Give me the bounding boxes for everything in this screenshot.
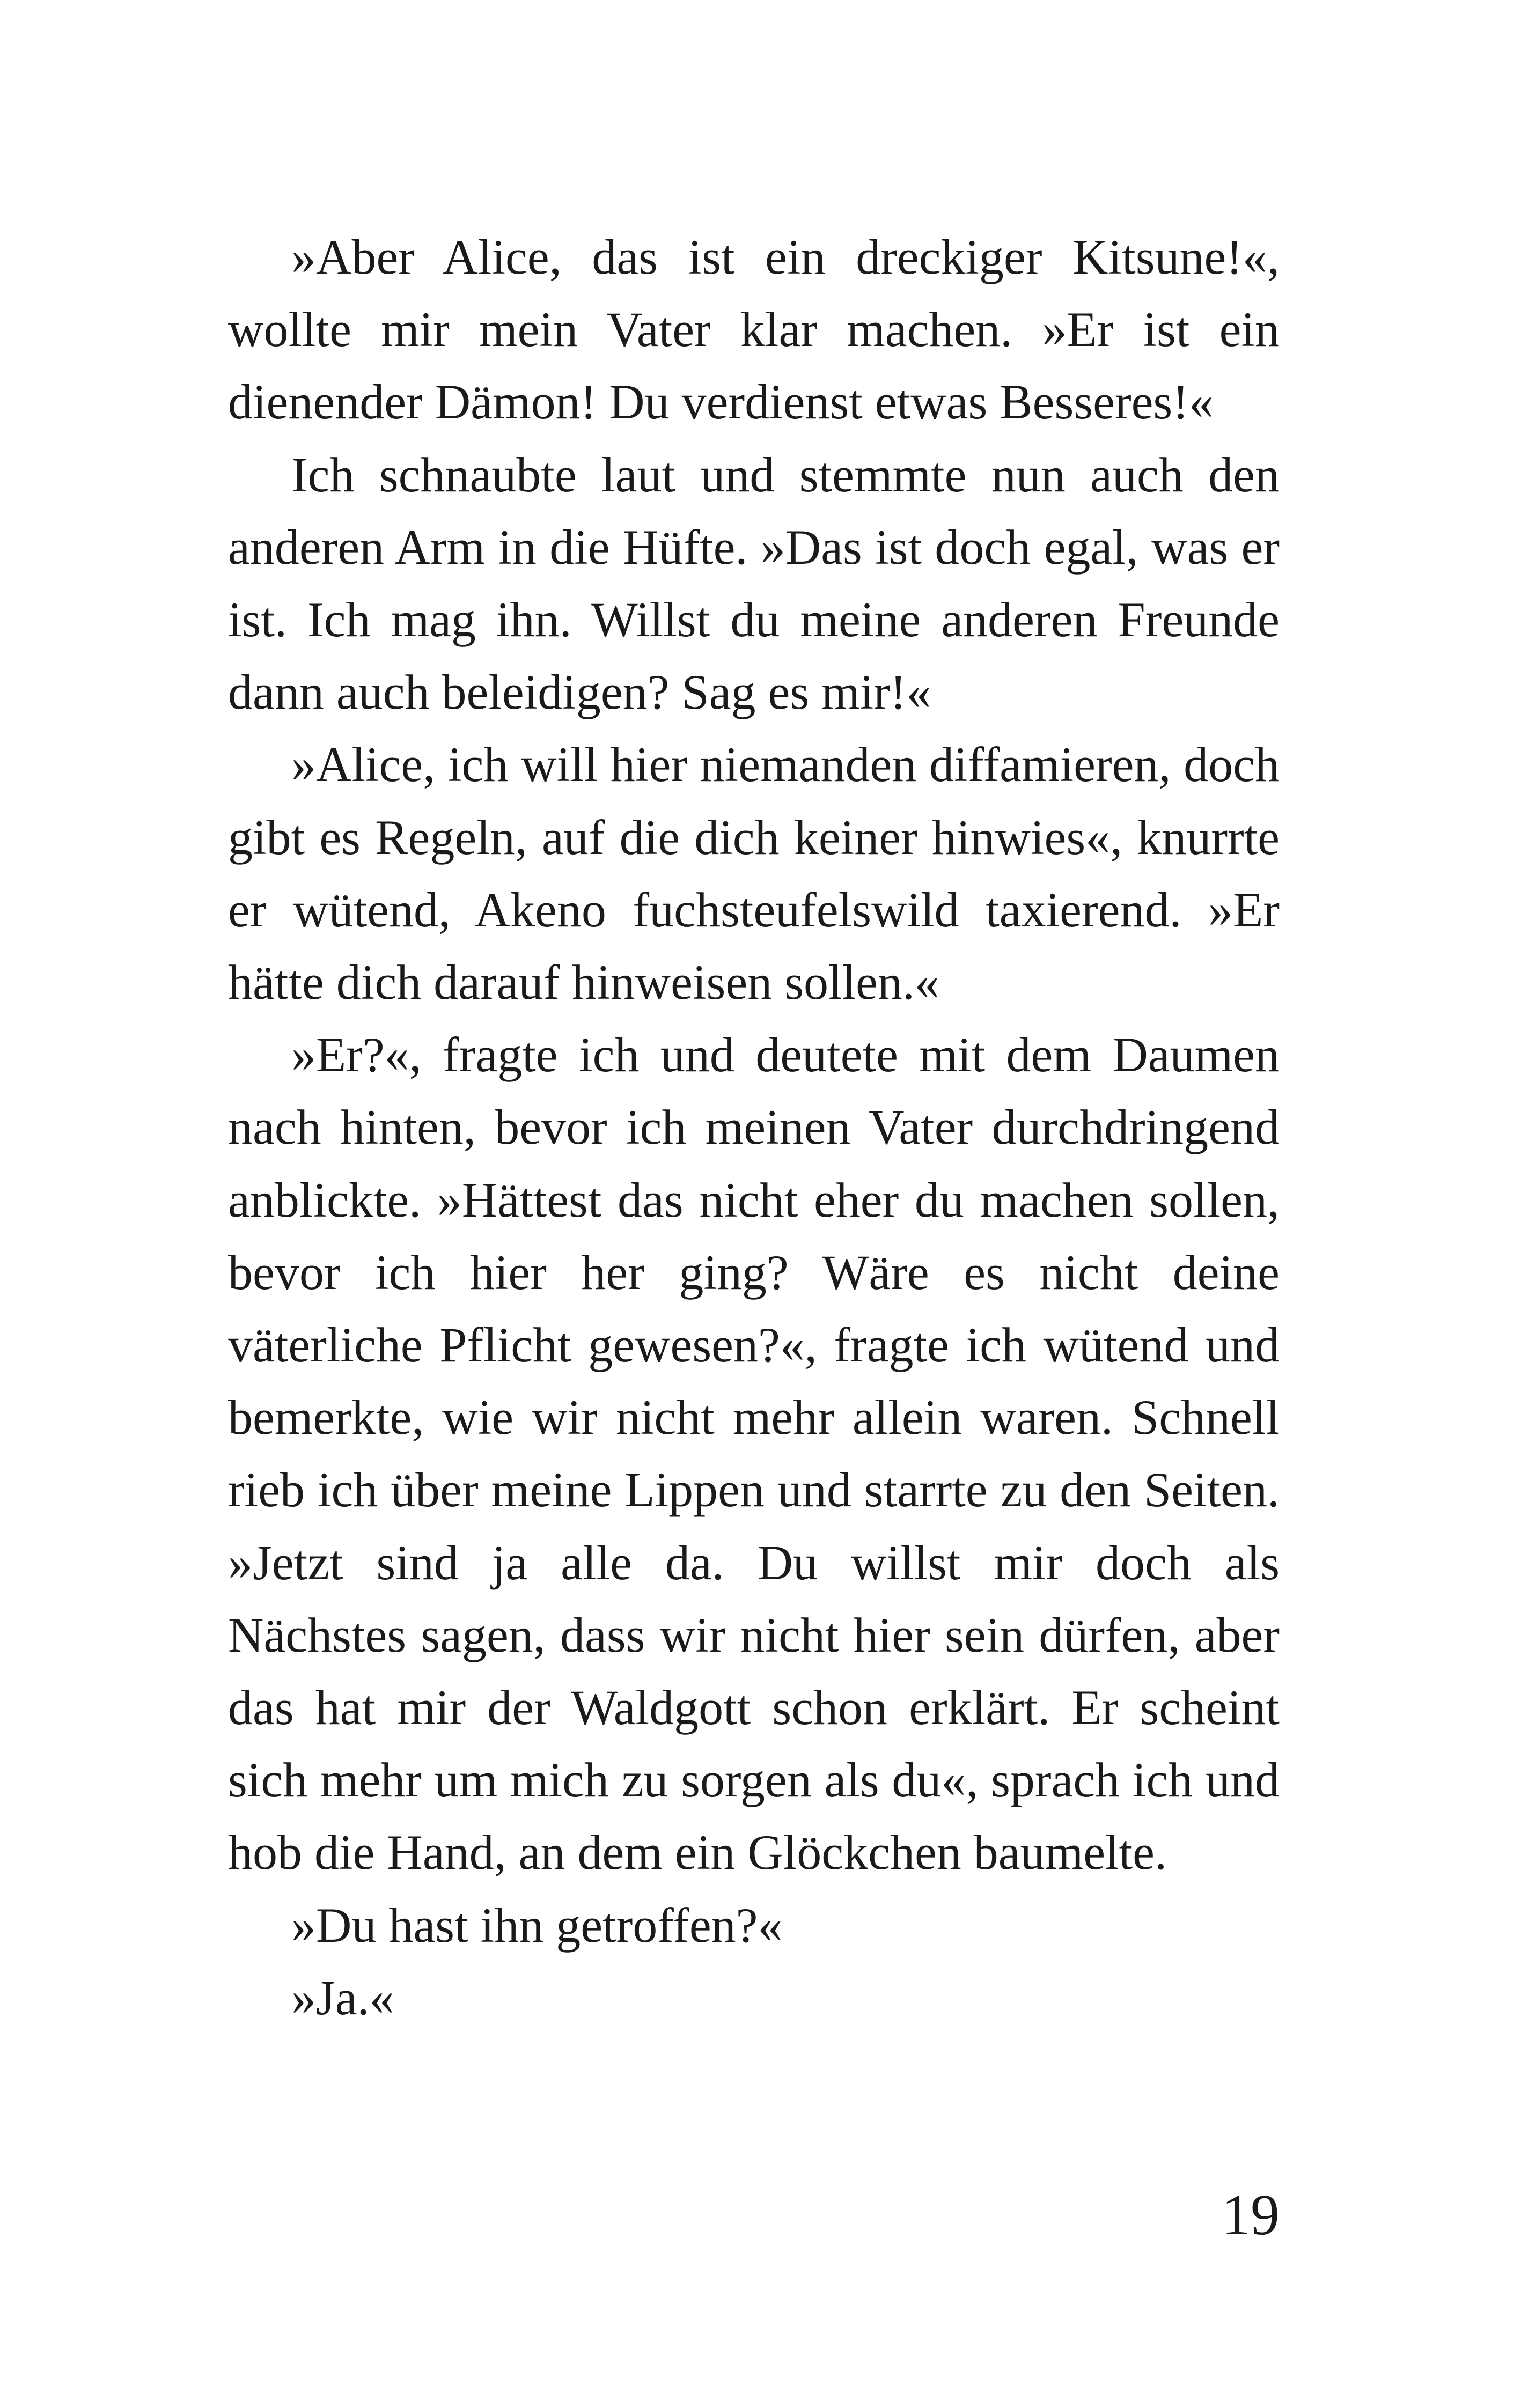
body-text	[228, 221, 1280, 2034]
paragraph: »Alice, ich will hier niemanden diffamieren, doch gibt es Regeln, auf die dich keiner hinwies«, knurrte er wütend, Akeno fuchsteufelswild taxierend. »Er hätte dich darauf hinweisen sollen.«	[228, 737, 1280, 1010]
paragraph: Ich schnaubte laut und stemmte nun auch den anderen Arm in die Hüfte. »Das ist doch egal, was er ist. Ich mag ihn. Willst du meine anderen Freunde dann auch beleidigen? Sag es mir!«	[228, 447, 1280, 720]
page-number: 19	[1222, 2183, 1280, 2247]
paragraph: »Aber Alice, das ist ein dreckiger Kitsune!«, wollte mir mein Vater klar machen. »Er ist ein dienender Dämon! Du verdienst etwas Besseres!«	[228, 230, 1280, 430]
paragraph: »Ja.«	[291, 1970, 394, 2025]
paragraph: »Du hast ihn getroffen?«	[291, 1897, 783, 1953]
paragraph: »Er?«, fragte ich und deutete mit dem Daumen nach hinten, bevor ich meinen Vater durchdringend anblickte. »Hättest das nicht eher du machen sollen, bevor ich hier her ging? Wäre es nicht deine väterliche Pflicht gewesen?«, fragte ich wütend und bemerkte, wie wir nicht mehr allein waren. Schnell rieb ich über meine Lippen und starrte zu den Seiten. »Jetzt sind ja alle da. Du willst mir doch als Nächstes sagen, dass wir nicht hier sein dürfen, aber das hat mir der Waldgott schon erklärt. Er scheint sich mehr um mich zu sorgen als du«, sprach ich und hob die Hand, an dem ein Glöckchen baumelte.	[228, 1027, 1280, 1880]
